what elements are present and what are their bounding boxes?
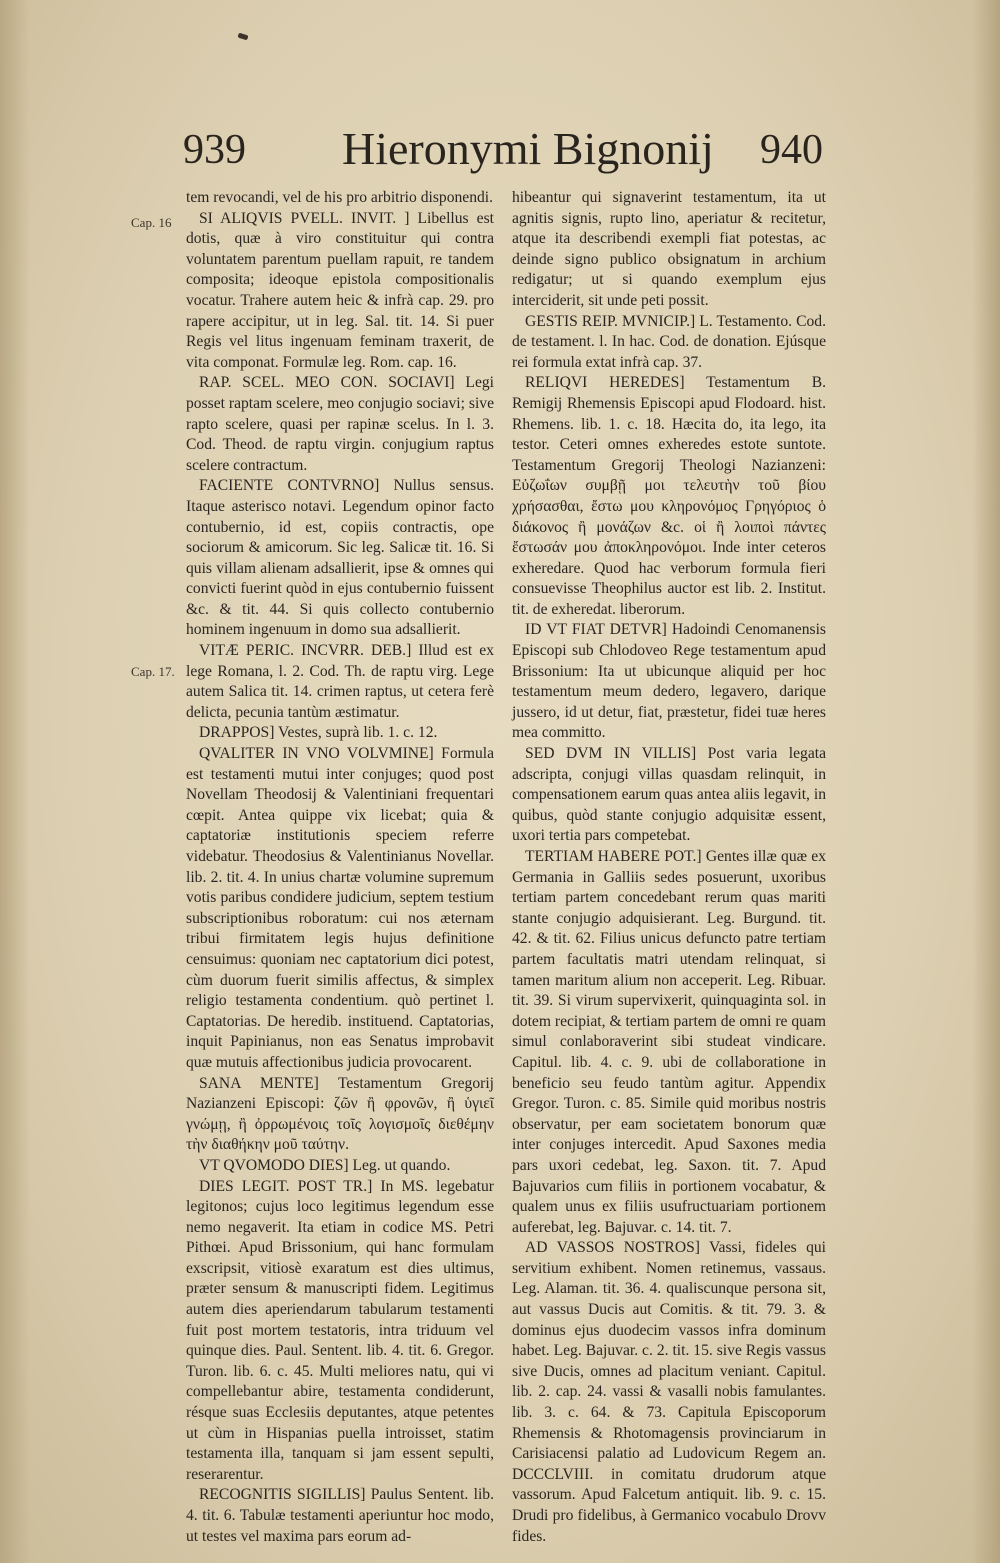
paragraph: DIES LEGIT. POST TR.] In MS. legebatur legitonos; cujus loco legitimus legendum esse nemo negaverit. Ita etiam in codice MS. Petri Pithœi. Apud Brissonium, qui hanc formulam exscripsit, vitiosè exaratum est dies ultimus, præter sensum & manuscripti fidem. Legitimus autem dies aperiendarum tabularum testamenti fuit post mortem testatoris, intra triduum vel quinque dies. Paul. Sentent. lib. 4. tit. 6. Gregor. Turon. lib. 6. c. 45. Multi meliores natu, qui vi compellebantur abire, testamenta condiderunt, résque suas Ecclesiis deputantes, atque petentes ut cùm in Hispanias puella introisset, statim testamenta illa, tanquam si jam essent sepulti, reserarentur. [186,1177,494,1483]
paragraph: AD VASSOS NOSTROS] Vassi, fideles qui servitium exhibent. Nomen retinemus, vassaus. Leg. Alaman. tit. 36. 4. qualiscunque persona sit, aut vassus Ducis aut Comitis. & tit. 79. 3. & dominus ejus duodecim vassos infra dominum habet. Leg. Bajuvar. c. 2. tit. 15. sive Regis vassus sive Ducis, omnes ad placitum veniant. Capitul. lib. 2. cap. 24. vassi & vasalli nobis famulantes. lib. 3. c. 64. & 73. Capitula Episcoporum Rhemensis & Rhotomagensis provinciarum in Carisiacensi palatio ad Ludovicum Regem an. DCCCLVIII. in comitatu drudorum atque vassorum. Apud Falcetum antiquit. lib. 9. c. 15. Drudi pro fidelibus, à Germanico vocabulo Drovv fides. [512,1239,826,1545]
page-number-left: 939 [183,127,246,173]
ink-mark [237,33,248,41]
paragraph: SED DVM IN VILLIS] Post varia legata adscripta, conjugi villas quasdam relinquit, in compensationem earum quas antea aliis legavit, in quibus, quòd stante conjugio adquisitæ essent, uxori tertia pars competebat. [512,745,826,845]
page-number-right: 940 [760,127,823,173]
paragraph: ID VT FIAT DETVR] Hadoindi Cenomanensis Episcopi sub Chlodoveo Rege testamentum apud Brissonium: Ita ut ubicunque aliquid per hoc testamentum meum dedero, legavero, darique jussero, id ut detur, fiat, præstetur, fidei tuæ heres mea committo. [512,621,826,742]
paragraph: FACIENTE CONTVRNO] Nullus sensus. Itaque asterisco notavi. Legendum opinor facto contubernio, id est, copiis contractis, ope sociorum & amicorum. Sic leg. Salicæ tit. 16. Si quis villam alienam adsallierit, ipse & omnes qui convicti fuerint quòd in ejus contubernio fuissent &c. & tit. 44. Si quis collecto contubernio hominem ingenuum in domo sua adsallierit. [186,477,494,639]
paragraph: SANA MENTE] Testamentum Gregorij Nazianzeni Episcopi: ζῶν ἢ φρονῶν, ἢ ὑγιεῖ γνώμῃ, ἢ ὀρρωμένοις τοῖς λογισμοῖς διεθέμην τὴν διαθήκην μοῦ ταύτην. [186,1074,494,1154]
paragraph: TERTIAM HABERE POT.] Gentes illæ quæ ex Germania in Galliis sedes posuerunt, uxoribus tertiam partem concedebant rerum quas mariti stante conjugio adquisierant. Leg. Burgund. tit. 42. & tit. 62. Filius unicus defuncto patre tertiam partem facultatis matri utendam relinquat, si tamen maritum alium non acceperit. Leg. Ribuar. tit. 39. Si virum supervixerit, quinquaginta sol. in dotem recipiat, & tertiam partem de omni re quam simul conlaboraverint sibi studeat vindicare. Capitul. lib. 4. c. 9. ubi de collaboratione in beneficio seu feudo tantùm agitur. Appendix Gregor. Turon. c. 85. Simile quid moribus nostris observatur, per eam societatem bonorum quæ inter conjuges intercedit. Apud Saxones media pars uxori cedebat, leg. Saxon. tit. 7. Apud Bajuvarios cum filiis in portionem vocabatur, & qualem unus ex filiis usufructuariam portionem auferebat, leg. Bajuvar. c. 14. tit. 7. [512,848,826,1236]
left-column [186,188,494,1547]
paragraph: DRAPPOS] Vestes, suprà lib. 1. c. 12. [199,724,438,742]
paragraph: QVALITER IN VNO VOLVMINE] Formula est testamenti mutui inter conjuges; quod post Novellam Theodosij & Valentiniani frequentari cœpit. Antea quippe vix licebat; quia & captatoriæ institutionis speciem referre videbatur. Theodosius & Valentinianus Novellar. lib. 2. tit. 4. In unius chartæ volumine supremum votis paribus condidere judicium, septem testium subscriptionibus roboratum: cui nos æternam tribui firmitatem legis hujus definitione censuimus: quoniam nec captatorium dici potest, cùm duorum fuerit similis affectus, & simplex religio testamenta condentium. quò pertinet l. Captatorias. De heredib. instituend. Captatorias, inquit Papinianus, non eas Senatus improbavit quæ mutuis affectionibus judicia provocarent. [186,745,494,1071]
paragraph: VT QVOMODO DIES] Leg. ut quando. [199,1156,451,1174]
paragraph: tem revocandi, vel de his pro arbitrio disponendi. [186,189,494,206]
running-title: Hieronymi Bignonij [342,123,714,174]
paragraph: VITÆ PERIC. INCVRR. DEB.] Illud est ex lege Romana, l. 2. Cod. Th. de raptu virg. Lege autem Salica tit. 14. crimen raptus, ut cetera ferè delicta, pecunia tantùm æstimatur. [186,642,494,721]
margin-note-cap-17: Cap. 17. [131,664,175,679]
paragraph: RELIQVI HEREDES] Testamentum B. Remigij Rhemensis Episcopi apud Flodoard. hist. Rhemens. lib. 1. c. 18. Hæcita do, ita lego, ita testor. Ceteri omnes exheredes estote suntote. Testamentum Gregorij Theologi Nazianzeni: Εὐζωΐων συμβῇ μοι τελευτὴν τοῦ βίου χρήσασθαι, ἔστω μου κληρονόμος Γρηγόριος ὁ διάκονος ἢ μονάζων &c. οἱ ἢ λοιποὶ πάντες ἔστωσάν μου ἀποκληρονόμοι. Inde inter ceteros exheredare. Quod hac verborum formula fieri consuevisse Theophilus auctor est lib. 2. Institut. tit. de exheredat. liberorum. [512,374,826,618]
paragraph: RECOGNITIS SIGILLIS] Paulus Sentent. lib. 4. tit. 6. Tabulæ testamenti aperiuntur hoc modo, ut testes vel maxima pars eorum ad- [186,1486,494,1545]
paragraph: SI ALIQVIS PVELL. INVIT. ] Libellus est dotis, quæ à viro constituitur qui contra voluntatem parentum puellam rapuit, re tandem composita; ideoque epistola compositionalis vocatur. Trahere autem heic & infrà cap. 29. pro rapere accipitur, ut in leg. Sal. tit. 14. Si puer Regis vel litus ingenuam feminam traxerit, de vita componat. Formulæ leg. Rom. cap. 16. [186,209,494,371]
paragraph: GESTIS REIP. MVNICIP.] L. Testamento. Cod. de testament. l. In hac. Cod. de donation. Ejúsque rei formula extat infrà cap. 37. [512,312,826,371]
margin-note-cap-16: Cap. 16 [131,215,172,230]
paragraph: RAP. SCEL. MEO CON. SOCIAVI] Legi posset raptam scelere, meo conjugio sociavi; sive rapto scelere, quasi per rapinæ scelus. In l. 3. Cod. Theod. de raptu virgin. conjugium raptus scelere contractum. [186,374,494,474]
paragraph: hibeantur qui signaverint testamentum, ita ut agnitis signis, rupto lino, aperiatur & recitetur, atque ita describendi exempli fiat potestas, ac deinde signo publico obsignatum in archium redigatur; ut si quando exemplum ejus interciderit, sit unde peti possit. [512,189,826,309]
right-column [512,188,826,1547]
